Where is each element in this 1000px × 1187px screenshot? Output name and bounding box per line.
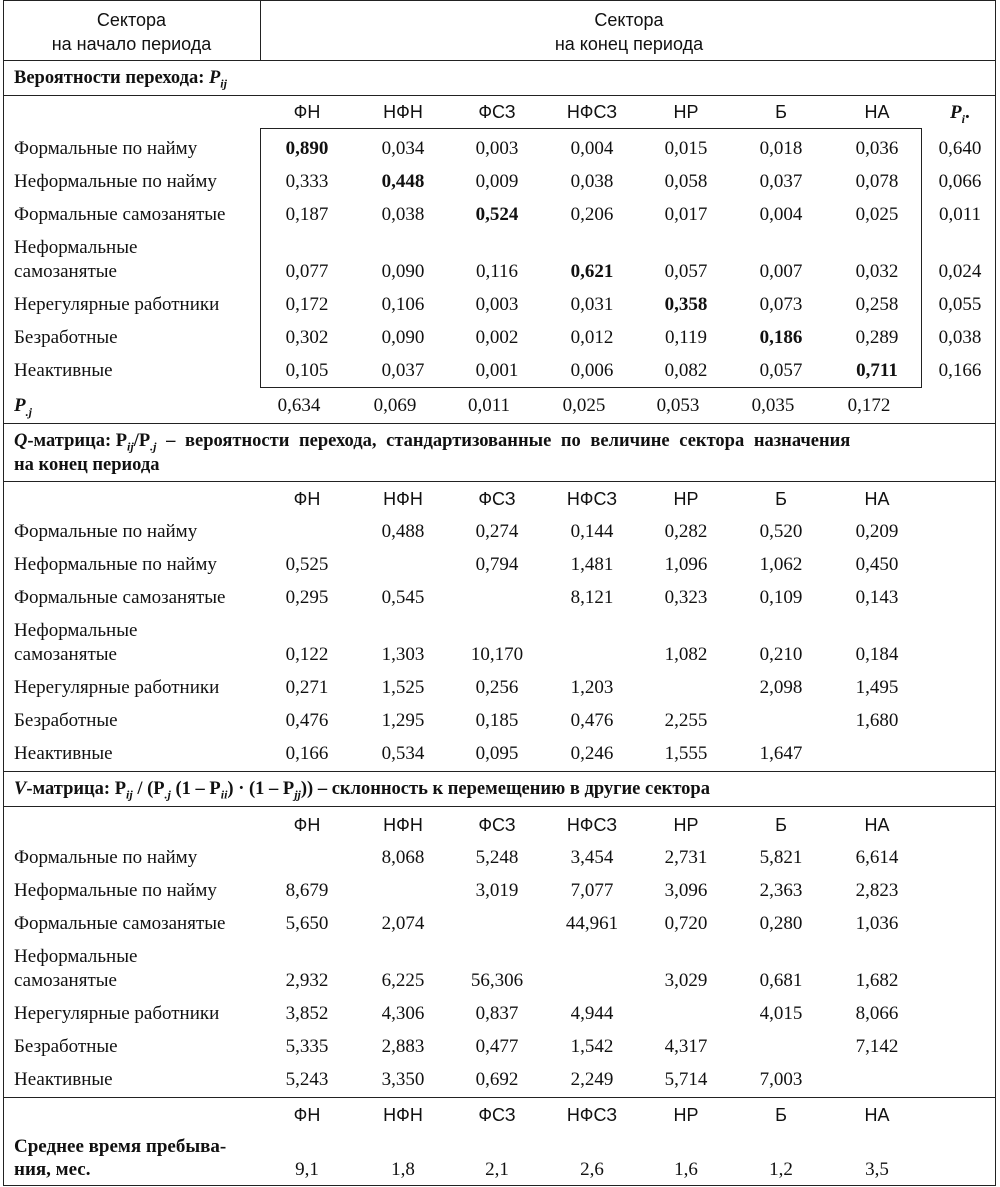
table-cell: 2,249: [570, 1069, 614, 1090]
table-cell: 0,520: [759, 521, 803, 542]
table-cell: 1,680: [855, 710, 899, 731]
table-cell: 4,306: [381, 1003, 425, 1024]
table-cell: 0,082: [664, 360, 708, 381]
column-header-4: НФСЗ: [566, 102, 618, 122]
column-header-3: ФСЗ: [478, 489, 516, 509]
table-cell: 0,271: [285, 677, 329, 698]
column-header-3: ФСЗ: [478, 102, 516, 122]
table-cell: 3,096: [664, 880, 708, 901]
pj-row-label: $P_{.j}$: [14, 395, 32, 419]
header-left-l1: Сектора: [96, 10, 167, 30]
table-cell: 0,210: [759, 644, 803, 665]
table-cell: 0,144: [570, 521, 614, 542]
table-cell: 0,302: [285, 327, 329, 348]
stay-cell: 2,6: [580, 1159, 604, 1180]
table-cell: 0,358: [664, 294, 708, 315]
table-cell: 0,246: [570, 743, 614, 764]
column-header-2: НФН: [383, 102, 423, 122]
pj-cell: 0,035: [751, 395, 795, 416]
table-cell: 5,248: [475, 847, 519, 868]
pi-cell: 0,640: [938, 138, 982, 159]
row-label: Неактивные: [14, 1069, 113, 1090]
table-cell: 0,077: [285, 261, 329, 282]
table-cell: 0,036: [855, 138, 899, 159]
table-cell: 0,004: [759, 204, 803, 225]
table-cell: 0,720: [664, 913, 708, 934]
table-cell: 8,121: [570, 587, 614, 608]
pj-cell: 0,634: [277, 395, 321, 416]
table-cell: 0,122: [285, 644, 329, 665]
table-cell: 1,303: [381, 644, 425, 665]
table-cell: 1,096: [664, 554, 708, 575]
table-cell: 3,454: [570, 847, 614, 868]
table-cell: 1,682: [855, 970, 899, 991]
row-label: Неформальные по найму: [14, 554, 217, 575]
table-cell: 0,038: [570, 171, 614, 192]
table-cell: 2,255: [664, 710, 708, 731]
column-header-6: Б: [775, 815, 787, 835]
table-cell: 56,306: [470, 970, 524, 991]
table-cell: 5,335: [285, 1036, 329, 1057]
column-header-5: НР: [673, 102, 699, 122]
table-cell: 10,170: [470, 644, 524, 665]
table-cell: 0,794: [475, 554, 519, 575]
table-cell: 0,837: [475, 1003, 519, 1024]
column-header-1: ФН: [293, 1105, 321, 1125]
table-cell: 2,074: [381, 913, 425, 934]
table-cell: 1,295: [381, 710, 425, 731]
table-cell: 0,206: [570, 204, 614, 225]
table-cell: 2,098: [759, 677, 803, 698]
v-section-title: V-матрица: $P_{ij} / (P_{.j}$ $(1 - P_{ii}) \cdot (1 - P_{jj})$) – склонность к перемещению в другие сектора: [14, 779, 710, 802]
row-label: Формальные по найму: [14, 847, 198, 868]
table-cell: 0,711: [856, 360, 898, 381]
rule-p-title: [3, 95, 996, 96]
table-cell: 0,106: [381, 294, 425, 315]
table-cell: 1,495: [855, 677, 899, 698]
table-cell: 0,545: [381, 587, 425, 608]
row-label: Формальные самозанятые: [14, 587, 226, 608]
column-header-3: ФСЗ: [478, 1105, 516, 1125]
row-label: Неформальные по найму: [14, 171, 217, 192]
table-cell: 1,555: [664, 743, 708, 764]
pi-cell: 0,055: [938, 294, 982, 315]
pi-cell: 0,011: [938, 204, 982, 225]
rule-top: [3, 0, 996, 1]
table-cell: 0,057: [759, 360, 803, 381]
table-cell: 0,017: [664, 204, 708, 225]
row-label: Неактивные: [14, 743, 113, 764]
row-label-line1: Неформальные: [14, 946, 138, 967]
table-cell: 0,282: [664, 521, 708, 542]
table-cell: 0,476: [285, 710, 329, 731]
table-cell: 1,525: [381, 677, 425, 698]
table-cell: 0,681: [759, 970, 803, 991]
rule-header: [3, 60, 996, 61]
column-header-6: Б: [775, 102, 787, 122]
column-header-4: НФСЗ: [566, 1105, 618, 1125]
table-cell: 0,143: [855, 587, 899, 608]
row-label: Формальные самозанятые: [14, 204, 226, 225]
row-label: Формальные по найму: [14, 521, 198, 542]
table-cell: 0,256: [475, 677, 519, 698]
column-header-5: НР: [673, 1105, 699, 1125]
table-cell: 0,032: [855, 261, 899, 282]
table-cell: 0,274: [475, 521, 519, 542]
table-cell: 0,057: [664, 261, 708, 282]
pi-cell: 0,066: [938, 171, 982, 192]
column-header-4: НФСЗ: [566, 815, 618, 835]
table-cell: 0,184: [855, 644, 899, 665]
table-cell: 0,090: [381, 261, 425, 282]
stay-cell: 1,8: [391, 1159, 415, 1180]
table-cell: 0,450: [855, 554, 899, 575]
pj-cell: 0,053: [656, 395, 700, 416]
row-label-line2: самозанятые: [14, 644, 117, 665]
table-cell: 1,062: [759, 554, 803, 575]
stay-cell: 3,5: [865, 1159, 889, 1180]
stay-cell: 1,6: [674, 1159, 698, 1180]
table-cell: 0,692: [475, 1069, 519, 1090]
table-cell: 0,007: [759, 261, 803, 282]
pj-cell: 0,069: [373, 395, 417, 416]
table-cell: 1,036: [855, 913, 899, 934]
table-cell: 0,534: [381, 743, 425, 764]
column-header-7: НА: [864, 815, 890, 835]
table-cell: 0,006: [570, 360, 614, 381]
table-cell: 5,243: [285, 1069, 329, 1090]
table-cell: 0,477: [475, 1036, 519, 1057]
table-cell: 3,350: [381, 1069, 425, 1090]
pj-cell: 0,025: [562, 395, 606, 416]
row-label-line2: самозанятые: [14, 261, 117, 282]
table-cell: 2,731: [664, 847, 708, 868]
stay-cell: 9,1: [295, 1159, 319, 1180]
table-cell: 4,944: [570, 1003, 614, 1024]
table-cell: 0,258: [855, 294, 899, 315]
row-label: Формальные самозанятые: [14, 913, 226, 934]
column-header-6: Б: [775, 1105, 787, 1125]
row-label: Нерегулярные работники: [14, 1003, 220, 1024]
header-right-l1: Сектора: [594, 10, 664, 30]
column-header-2: НФН: [383, 1105, 423, 1125]
table-cell: 0,172: [285, 294, 329, 315]
table-cell: 0,476: [570, 710, 614, 731]
column-header-5: НР: [673, 489, 699, 509]
q-section-title-line2: на конец периода: [14, 455, 160, 475]
stay-cell: 1,2: [769, 1159, 793, 1180]
column-header-2: НФН: [383, 489, 423, 509]
rule-stay-start: [3, 1097, 996, 1098]
table-cell: 0,109: [759, 587, 803, 608]
table-cell: 0,090: [381, 327, 425, 348]
column-header-1: ФН: [293, 815, 321, 835]
table-cell: 0,209: [855, 521, 899, 542]
column-header-7: НА: [864, 102, 890, 122]
table-cell: 0,524: [475, 204, 519, 225]
rule-q-start: [3, 423, 996, 424]
table-cell: 8,679: [285, 880, 329, 901]
table-cell: 0,003: [475, 294, 519, 315]
pi-column-header: $P_i$.: [950, 102, 970, 126]
table-cell: 0,034: [381, 138, 425, 159]
table-cell: 8,066: [855, 1003, 899, 1024]
row-label: Безработные: [14, 710, 118, 731]
table-cell: 0,185: [475, 710, 519, 731]
rule-v-title: [3, 806, 996, 807]
table-cell: 0,333: [285, 171, 329, 192]
table-cell: 0,038: [381, 204, 425, 225]
pj-cell: 0,172: [847, 395, 891, 416]
table-cell: 0,187: [285, 204, 329, 225]
column-header-7: НА: [864, 1105, 890, 1125]
table-cell: 4,317: [664, 1036, 708, 1057]
table-cell: 0,009: [475, 171, 519, 192]
column-header-3: ФСЗ: [478, 815, 516, 835]
table-cell: 2,932: [285, 970, 329, 991]
table-cell: 0,105: [285, 360, 329, 381]
q-section-title-line1: Q-матрица: $P_{ij}/P_{.j}$ – вероятности перехода, стандартизованные по величине сектора назначения: [14, 431, 851, 454]
table-cell: 0,018: [759, 138, 803, 159]
table-cell: 0,289: [855, 327, 899, 348]
p-diagonal-box: [260, 128, 922, 388]
table-cell: 0,186: [759, 327, 803, 348]
table-cell: 0,448: [381, 171, 425, 192]
table-cell: 6,614: [855, 847, 899, 868]
header-left-l2: на начало периода: [51, 34, 212, 54]
table-cell: 0,012: [570, 327, 614, 348]
table-cell: 5,714: [664, 1069, 708, 1090]
column-header-1: ФН: [293, 102, 321, 122]
header-divider: [260, 0, 261, 60]
table-cell: 0,001: [475, 360, 519, 381]
table-cell: 0,004: [570, 138, 614, 159]
table-cell: 7,142: [855, 1036, 899, 1057]
table-cell: 0,323: [664, 587, 708, 608]
stay-label-l1: Среднее время пребыва-: [14, 1136, 227, 1157]
table-cell: 7,077: [570, 880, 614, 901]
rule-v-start: [3, 771, 996, 772]
pj-cell: 0,011: [467, 395, 511, 416]
table-cell: 0,095: [475, 743, 519, 764]
table-cell: 1,082: [664, 644, 708, 665]
table-cell: 3,019: [475, 880, 519, 901]
table-cell: 1,542: [570, 1036, 614, 1057]
table-cell: 0,037: [759, 171, 803, 192]
table-cell: 0,058: [664, 171, 708, 192]
stay-cell: 2,1: [485, 1159, 509, 1180]
table-cell: 6,225: [381, 970, 425, 991]
table-cell: 1,203: [570, 677, 614, 698]
table-cell: 0,031: [570, 294, 614, 315]
table-cell: 0,166: [285, 743, 329, 764]
row-label: Нерегулярные работники: [14, 294, 220, 315]
column-header-7: НА: [864, 489, 890, 509]
row-label-line1: Неформальные: [14, 620, 138, 641]
table-cell: 2,823: [855, 880, 899, 901]
row-label-line1: Неформальные: [14, 237, 138, 258]
column-header-2: НФН: [383, 815, 423, 835]
table-cell: 5,650: [285, 913, 329, 934]
p-section-title: Вероятности перехода: $P_{ij}$: [14, 68, 227, 91]
table-cell: 7,003: [759, 1069, 803, 1090]
column-header-6: Б: [775, 489, 787, 509]
table-cell: 0,621: [570, 261, 614, 282]
header-right-l2: на конец периода: [554, 34, 704, 54]
table-cell: 1,481: [570, 554, 614, 575]
table-cell: 4,015: [759, 1003, 803, 1024]
row-label: Неактивные: [14, 360, 113, 381]
table-cell: 0,015: [664, 138, 708, 159]
row-label: Безработные: [14, 327, 118, 348]
row-label: Нерегулярные работники: [14, 677, 220, 698]
row-label-line2: самозанятые: [14, 970, 117, 991]
column-header-4: НФСЗ: [566, 489, 618, 509]
table-cell: 0,078: [855, 171, 899, 192]
column-header-5: НР: [673, 815, 699, 835]
table-cell: 0,295: [285, 587, 329, 608]
table-cell: 0,037: [381, 360, 425, 381]
table-cell: 0,116: [475, 261, 519, 282]
table-cell: 2,883: [381, 1036, 425, 1057]
pi-cell: 0,166: [938, 360, 982, 381]
table-cell: 0,119: [664, 327, 708, 348]
table-cell: 0,073: [759, 294, 803, 315]
table-cell: 3,852: [285, 1003, 329, 1024]
stay-label-l2: ния, мес.: [14, 1159, 91, 1180]
table-cell: 5,821: [759, 847, 803, 868]
rule-q-title: [3, 481, 996, 482]
table-cell: 0,025: [855, 204, 899, 225]
row-label: Неформальные по найму: [14, 880, 217, 901]
table-cell: 0,890: [285, 138, 329, 159]
table-cell: 1,647: [759, 743, 803, 764]
table-cell: 0,525: [285, 554, 329, 575]
table-cell: 8,068: [381, 847, 425, 868]
pi-cell: 0,038: [938, 327, 982, 348]
table-cell: 0,003: [475, 138, 519, 159]
table-cell: 2,363: [759, 880, 803, 901]
table-cell: 0,488: [381, 521, 425, 542]
table-cell: 0,002: [475, 327, 519, 348]
row-label: Формальные по найму: [14, 138, 198, 159]
column-header-1: ФН: [293, 489, 321, 509]
row-label: Безработные: [14, 1036, 118, 1057]
pi-cell: 0,024: [938, 261, 982, 282]
table-cell: 44,961: [565, 913, 619, 934]
table-cell: 0,280: [759, 913, 803, 934]
table-cell: 3,029: [664, 970, 708, 991]
